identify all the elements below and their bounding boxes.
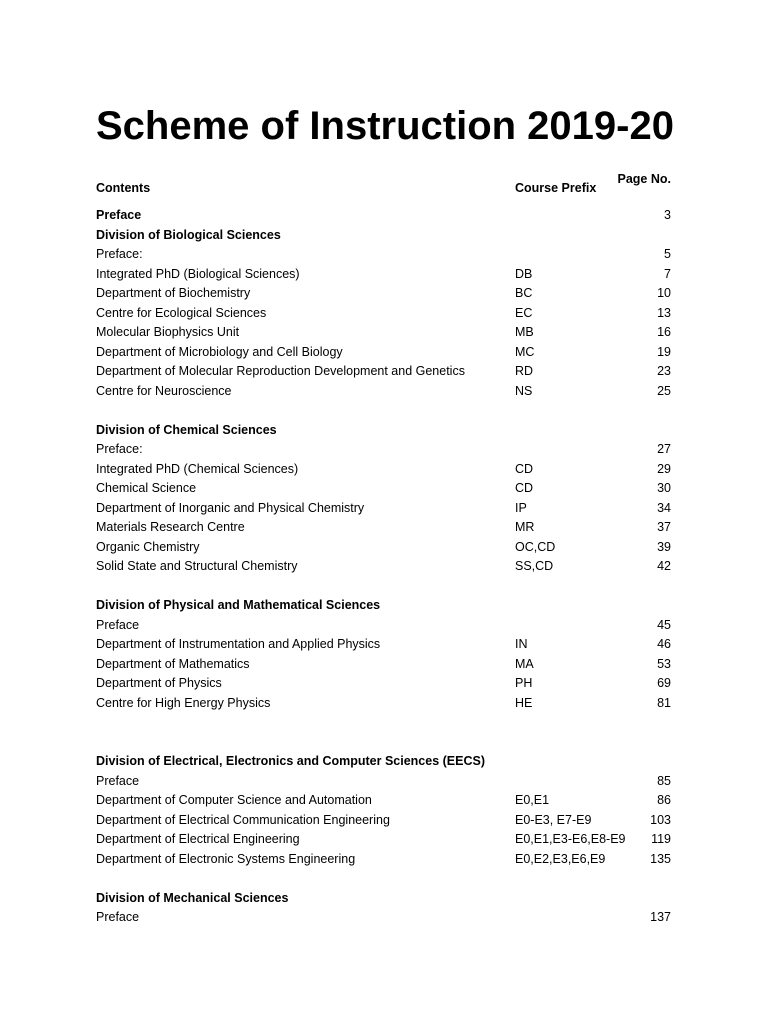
toc-entry-title: Department of Computer Science and Automation [96,793,372,807]
toc-entry-prefix: BC [515,286,533,300]
toc-row [0,616,768,636]
toc-entry-page: 81 [657,695,671,710]
toc-entry-title: Department of Inorganic and Physical Chemistry [96,500,365,515]
toc-entry-prefix: IP [515,500,527,515]
toc-entry-title: Preface [96,208,142,222]
toc-entry-prefix: CD [515,481,534,495]
toc-entry-prefix: EC [515,305,533,320]
toc-entry-page: 137 [650,910,671,924]
toc-row [0,850,768,870]
toc-entry-page: 39 [657,539,671,554]
document-title: Scheme of Instruction 2019-20 [96,104,674,148]
toc-entry-prefix: HE [515,695,533,710]
toc-row [0,694,768,714]
toc-row [0,830,768,850]
toc-entry-title: Preface: [96,247,143,261]
toc-entry-title: Department of Electrical Engineering [96,832,300,846]
toc-row [0,479,768,499]
toc-entry-page: 45 [657,617,671,632]
toc-entry-prefix: SS,CD [515,559,554,573]
toc-entry-prefix: NS [515,383,533,398]
toc-row [0,772,768,792]
toc-entry-prefix: MR [515,520,535,534]
toc-entry-page: 86 [657,793,671,807]
toc-row [0,499,768,519]
toc-entry-prefix: RD [515,364,534,378]
toc-entry-page: 53 [657,656,671,671]
toc-entry-page: 34 [657,500,671,515]
toc-row [0,460,768,480]
toc-entry-prefix: MB [515,325,534,339]
toc-spacer [0,869,768,889]
toc-entry-page: 42 [657,559,671,573]
page-no-header: Page No. [617,172,671,186]
toc-entry-page: 119 [651,832,671,846]
toc-row [0,518,768,538]
toc-entry-title: Preface: [96,442,143,456]
table-of-contents [0,206,768,928]
toc-entry-page: 25 [657,383,671,398]
toc-row [0,245,768,265]
toc-entry-title: Division of Electrical, Electronics and Computer Sciences (EECS) [96,754,486,768]
toc-entry-page: 30 [657,481,671,495]
toc-entry-title: Division of Chemical Sciences [96,422,277,437]
toc-entry-page: 103 [650,812,671,827]
toc-entry-title: Centre for Ecological Sciences [96,305,267,320]
toc-spacer [0,401,768,421]
toc-entry-title: Department of Physics [96,676,222,690]
toc-entry-prefix: MA [515,656,534,671]
toc-entry-page: 13 [657,305,671,320]
toc-row [0,674,768,694]
toc-entry-prefix: E0,E1,E3-E6,E8-E9 [515,832,626,846]
toc-entry-title: Department of Biochemistry [96,286,251,300]
toc-entry-page: 37 [657,520,671,534]
toc-entry-page: 85 [657,773,671,788]
toc-row [0,811,768,831]
toc-entry-title: Division of Biological Sciences [96,227,281,242]
toc-row [0,538,768,558]
toc-entry-page: 16 [657,325,671,339]
toc-entry-title: Organic Chemistry [96,539,200,554]
toc-entry-page: 19 [657,344,671,359]
toc-section-row [0,889,768,909]
toc-entry-title: Preface [96,617,140,632]
toc-entry-title: Department of Instrumentation and Applied Physics [96,637,381,651]
toc-row [0,791,768,811]
toc-entry-page: 46 [657,637,671,651]
toc-entry-prefix: E0,E1 [515,793,550,807]
toc-spacer [0,713,768,752]
toc-entry-page: 69 [657,676,671,690]
toc-entry-title: Department of Electronic Systems Engineering [96,851,356,866]
toc-entry-title: Preface [96,910,140,924]
course-prefix-header: Course Prefix [515,181,597,195]
toc-section-row [0,226,768,246]
toc-row [0,557,768,577]
toc-row [0,343,768,363]
toc-entry-title: Centre for High Energy Physics [96,695,271,710]
toc-row [0,655,768,675]
toc-row [0,304,768,324]
toc-entry-prefix: CD [515,461,534,476]
toc-entry-title: Department of Microbiology and Cell Biology [96,344,343,359]
toc-entry-title: Chemical Science [96,481,197,495]
toc-entry-title: Molecular Biophysics Unit [96,325,240,339]
toc-header-row [0,170,768,206]
toc-entry-title: Preface [96,773,140,788]
toc-entry-title: Integrated PhD (Biological Sciences) [96,266,300,281]
toc-entry-page: 29 [657,461,671,476]
toc-entry-title: Materials Research Centre [96,520,245,534]
toc-entry-prefix: IN [515,637,528,651]
toc-entry-page: 23 [657,364,671,378]
toc-entry-title: Division of Physical and Mathematical Sciences [96,598,381,612]
toc-entry-page: 5 [664,247,671,261]
toc-entry-prefix: E0,E2,E3,E6,E9 [515,851,606,866]
toc-row [0,382,768,402]
toc-row [0,908,768,928]
toc-entry-page: 10 [657,286,671,300]
toc-section-row [0,421,768,441]
toc-section-row [0,596,768,616]
toc-spacer [0,577,768,597]
toc-entry-title: Centre for Neuroscience [96,383,232,398]
toc-row [0,635,768,655]
toc-entry-title: Department of Electrical Communication Engineering [96,812,390,827]
toc-entry-page: 3 [664,208,671,222]
toc-row [0,284,768,304]
toc-entry-prefix: OC,CD [515,539,556,554]
contents-header: Contents [96,181,151,195]
toc-entry-title: Integrated PhD (Chemical Sciences) [96,461,299,476]
toc-entry-prefix: MC [515,344,535,359]
toc-row [0,440,768,460]
toc-row [0,362,768,382]
toc-section-row [0,752,768,772]
toc-entry-title: Department of Mathematics [96,656,250,671]
toc-entry-prefix: DB [515,266,533,281]
toc-entry-title: Solid State and Structural Chemistry [96,559,298,573]
toc-row [0,265,768,285]
toc-entry-title: Division of Mechanical Sciences [96,890,289,905]
toc-entry-page: 27 [657,442,671,456]
toc-entry-prefix: E0-E3, E7-E9 [515,812,592,827]
toc-row [0,323,768,343]
toc-entry-page: 135 [650,851,671,866]
toc-section-row [0,206,768,226]
toc-entry-prefix: PH [515,676,533,690]
toc-entry-page: 7 [664,266,671,281]
toc-entry-title: Department of Molecular Reproduction Development and Genetics [96,364,465,378]
